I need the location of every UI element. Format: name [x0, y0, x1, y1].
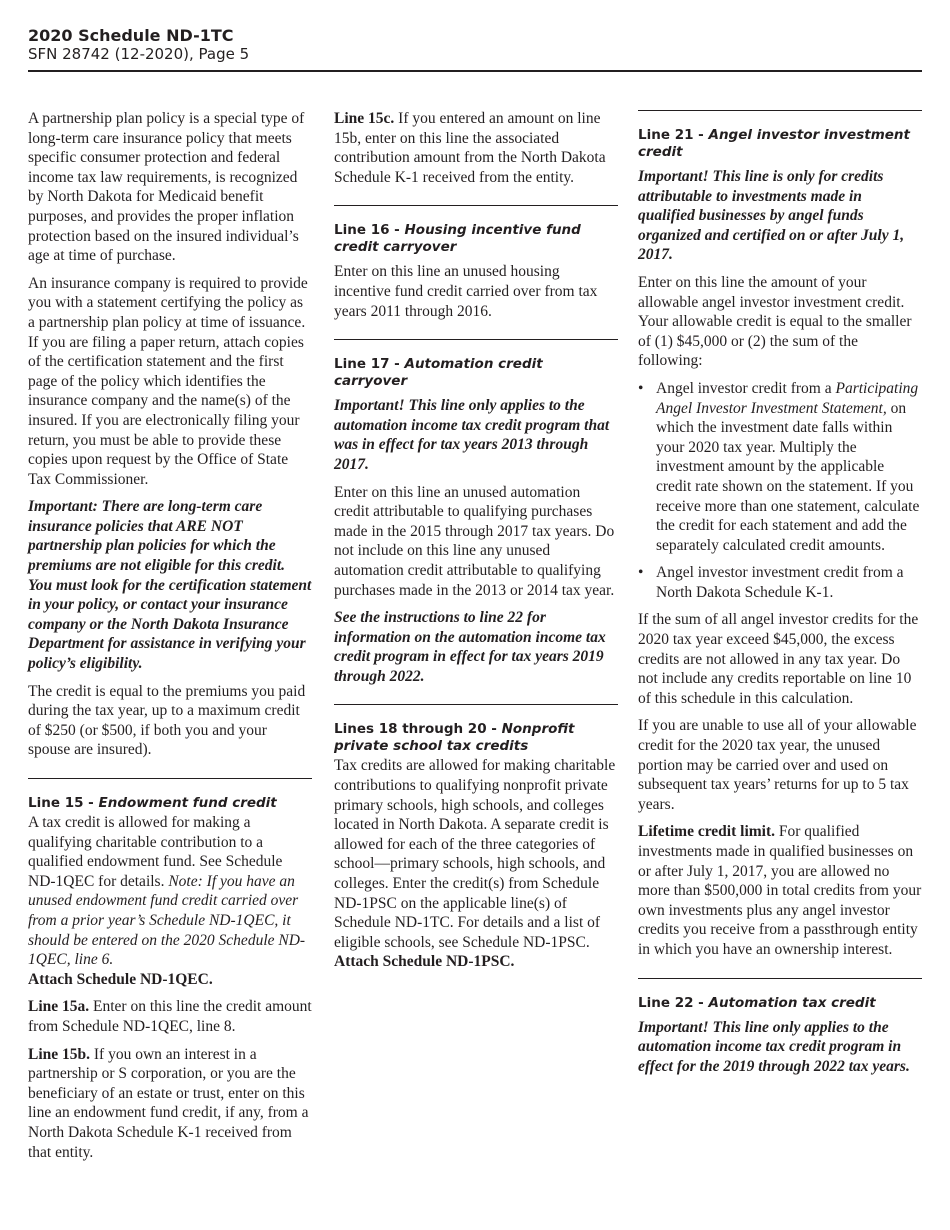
lines-18-20-attach: Attach Schedule ND-1PSC. [334, 953, 515, 971]
line-21-title: Angel investor investment credit [638, 127, 910, 160]
line-16-prefix: Line 16 - [334, 222, 405, 239]
line-15a-label: Line 15a. [28, 998, 90, 1016]
bullet-1-pre: Angel investor credit from a [656, 379, 836, 397]
line-15-text [28, 813, 312, 989]
line-15-attach: Attach Schedule ND-1QEC. [28, 970, 213, 988]
lifetime-limit-body: For qualified investments made in qualified businesses on or after July 1, 2017, you are allowed no more than $500,000 in total credits from your own investments plus any angel investor credits you receive from a passthrough entity in which you have an ownership interest. [638, 823, 922, 958]
line-17-title: Automation credit carryover [334, 356, 543, 390]
section-divider [334, 205, 618, 206]
column-1 [28, 109, 312, 1170]
line-21-carryover-paragraph: If you are unable to use all of your allowable credit for the 2020 tax year, the unused portion may be carried over and used on subsequent tax years’ returns for up to 5 tax years. [638, 717, 917, 813]
line-21-important: Important! This line is only for credits attributable to investments made in qualified businesses by angel funds organized and certified on or after July 1, 2017. [638, 168, 905, 264]
bullet-1-post: on which the investment date falls within your 2020 tax year. Multiply the investment amount by the applicable credit rate shown on the statement. If you receive more than one statement, calculate the credit for each statement and add the separately calculated credit amounts. [656, 399, 920, 554]
lines-18-20-text [334, 756, 618, 972]
column-3 [638, 110, 922, 1084]
line-22-prefix: Line 22 - [638, 994, 709, 1011]
line-16-heading [334, 222, 618, 256]
section-divider [28, 778, 312, 779]
form-subtitle: SFN 28742 (12-2020), Page 5 [28, 45, 250, 63]
important-ltc-paragraph: Important: There are long-term care insurance policies that ARE NOT partnership plan policies for which the premiums are not eligible for this credit. You must look for the certification statement in your policy, or contact your insurance company or the North Dakota Insurance Department for assistance in verifying your policy’s eligibility. [28, 498, 312, 673]
line-15b-body: If you own an interest in a partnership or S corporation, or you are the beneficiary of an estate or trust, enter on this line an endowment fund credit, if any, from a North Dakota Schedule K-1 received from that entity. [28, 1045, 309, 1161]
header-divider [28, 70, 922, 72]
section-divider [638, 978, 922, 979]
bullet-1-italic: Participating Angel Investor Investment Statement, [656, 379, 919, 417]
partnership-policy-paragraph: A partnership plan policy is a special type of long-term care insurance policy that meets specific consumer protection and federal income tax law requirements, is recognized by North Dakota for Medicaid benefit purposes, and provides the proper inflation protection based on the insured individual’s age at time of purchase. [28, 110, 305, 265]
line-17-prefix: Line 17 - [334, 356, 405, 373]
line-15a-body: Enter on this line the credit amount from Schedule ND-1QEC, line 8. [28, 998, 312, 1035]
column-2 [334, 109, 618, 980]
section-divider [638, 110, 922, 111]
line-15a-text [28, 997, 312, 1036]
lines-18-20-body: Tax credits are allowed for making charitable contributions to qualifying nonprofit private primary schools, high schools, and colleges located in North Dakota. A separate credit is allowed for each of the three categories of school—primary schools, high schools, and colleges. Enter the credit(s) from Schedule ND-1PSC on the applicable line(s) of Schedule ND-1TC. For details and a list of eligible schools, see Schedule ND-1PSC. [334, 757, 616, 951]
list-item: • Angel investor investment credit from a North Dakota Schedule K-1. [656, 563, 922, 602]
line-15-title: Endowment fund credit [98, 795, 277, 811]
line-16-text: Enter on this line an unused housing incentive fund credit carried over from tax years 2011 through 2016. [334, 263, 598, 320]
line-15b-label: Line 15b. [28, 1045, 91, 1063]
section-divider [334, 704, 618, 705]
line-22-important: Important! This line only applies to the automation income tax credit program in effect for the 2019 through 2022 tax years. [638, 1018, 910, 1075]
line-15c-text [334, 109, 618, 187]
line-21-allowable-paragraph: Enter on this line the amount of your allowable angel investor investment credit. Your allowable credit is equal to the smaller of (1) $45,000 or (2) the sum of the following: [638, 273, 912, 370]
line-21-excess-paragraph: If the sum of all angel investor credits for the 2020 tax year exceed $45,000, the excess credits are not allowed in any tax year. Do not include any credits reportable on line 10 of this schedule in this calculation. [638, 611, 919, 707]
line-21-bullet-list [638, 379, 922, 603]
line-15-body: A tax credit is allowed for making a qualifying charitable contribution to a qualified endowment fund. See Schedule ND-1QEC for details. [28, 814, 283, 890]
line-16-title: Housing incentive fund credit carryover [334, 222, 581, 256]
line-22-heading [638, 995, 922, 1012]
line-22-title: Automation tax credit [708, 994, 876, 1011]
line-17-important: Important! This line only applies to the automation income tax credit program that was in effect for tax years 2013 through 2017. [334, 397, 610, 473]
lifetime-limit-label: Lifetime credit limit. [638, 823, 776, 841]
line-15-heading [28, 795, 312, 812]
line-21-heading [638, 127, 922, 161]
line-15c-body: If you entered an amount on line 15b, enter on this line the associated contribution amount from the North Dakota Schedule K-1 received from the entity. [334, 110, 606, 186]
form-title: 2020 Schedule ND-1TC [28, 26, 234, 45]
lines-18-20-heading [334, 721, 618, 755]
line-17-see-note: See the instructions to line 22 for information on the automation income tax credit program in effect for tax years 2019 through 2022. [334, 609, 606, 685]
section-divider [334, 339, 618, 340]
line-17-text: Enter on this line an unused automation credit attributable to qualifying purchases made in the 2015 through 2017 tax years. Do not include on this line any unused automation credit attributable to qualifying purchases made in the 2013 or 2014 tax year. [334, 483, 615, 599]
line-17-heading [334, 356, 618, 390]
line-15c-label: Line 15c. [334, 110, 395, 127]
list-item [656, 379, 922, 555]
line-15b-text [28, 1045, 312, 1163]
lines-18-20-title: Nonprofit private school tax credits [334, 721, 575, 755]
line-15-prefix: Line 15 - [28, 795, 99, 811]
line-15-note: Note: If you have an unused endowment fund credit carried over from a prior year’s Schedule ND-1QEC, it should be entered on the 2020 Schedule ND-1QEC, line 6. [28, 872, 306, 969]
line-21-prefix: Line 21 - [638, 127, 709, 143]
credit-amount-paragraph: The credit is equal to the premiums you paid during the tax year, up to a maximum credit of $250 (or $500, if both you and your spouse are insured). [28, 682, 306, 759]
page-header [28, 26, 922, 64]
line-21-lifetime-paragraph [638, 822, 922, 959]
lines-18-20-prefix: Lines 18 through 20 - [334, 721, 502, 738]
certification-paragraph: An insurance company is required to provide you with a statement certifying the policy as a partnership plan policy at time of issuance. If you are filing a paper return, attach copies of the certification statement and the first page of the policy which identifies the insurance company and the name(s) of the insured. If you are electronically filing your return, you must be able to provide these copies upon request by the Office of State Tax Commissioner. [28, 274, 308, 488]
